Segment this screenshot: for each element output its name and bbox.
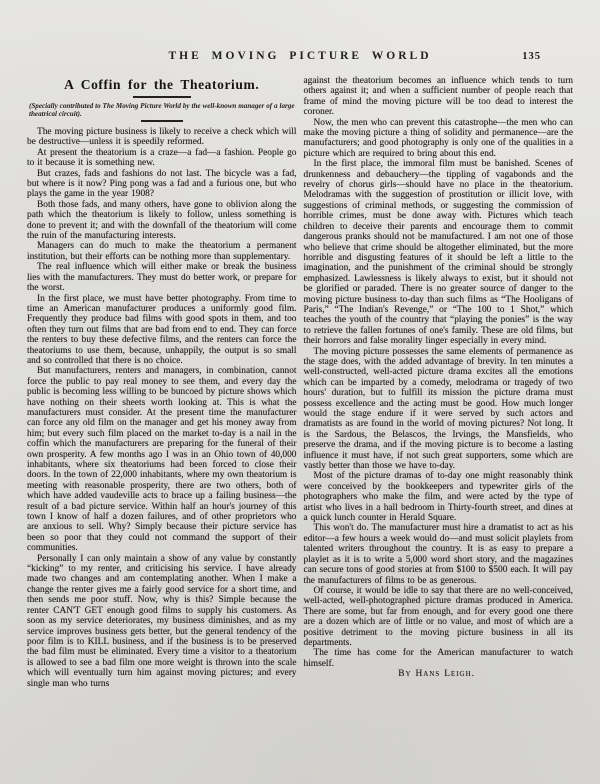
article-columns bbox=[27, 76, 573, 689]
article-paragraph: The moving picture business is likely to receive a check which will be destructive—unless it is speedily reformed. bbox=[27, 127, 297, 148]
article-paragraph: The real influence which will either make or break the business lies with the manufacturers. They must do better work, or prepare for the worst. bbox=[27, 262, 297, 294]
note-rule-divider bbox=[141, 120, 183, 122]
article-head bbox=[27, 76, 297, 122]
page-number: 135 bbox=[522, 51, 541, 62]
article-paragraph: This won't do. The manufacturer must hire a dramatist to act as his editor—a few hours a week would do—and must solicit playlets from talented writers throughout the country. It is as easy to prepare a playlet as it is to write a 5,000 word short story, and the magazines can secure tons of good stories at from $100 to $500 each. It will pay the manufacturers of films to be as generous. bbox=[303, 523, 573, 586]
article-paragraph: But crazes, fads and fashions do not last. The bicycle was a fad, but where is it now? Ping pong was a fad and a furious one, but who plays the game in the year 1908? bbox=[27, 168, 297, 200]
byline: By Hans Leigh. bbox=[398, 669, 475, 680]
article-paragraph: The time has come for the American manufacturer to watch himself. bbox=[303, 648, 573, 669]
journal-title: THE MOVING PICTURE WORLD bbox=[168, 50, 432, 62]
right-column bbox=[304, 76, 574, 689]
article-title: A Coffin for the Theatorium. bbox=[64, 77, 260, 92]
title-rule-divider bbox=[133, 96, 191, 98]
article-paragraph: The moving picture possesses the same elements of permanence as the stage does, with the added advantage of brevity. In ten minutes a well-constructed, well-acted picture drama excites all the emotions which can be imparted by a comedy, melodrama or tragedy of two hours' duration, but to fulfill its mission the picture drama must possess excellence and the acting must be good. How much longer would the stage endure if it were served by such actors and dramatists as are found in the world of moving pictures? Not long. It is the Sardous, the Belascos, the Irvings, the Mansfields, who preserve the drama, and if the moving picture is to become a lasting influence it must have, if not such great supporters, some which are vastly better than those we have to-day. bbox=[303, 346, 573, 472]
article-paragraph: At present the theatorium is a craze—a fad—a fashion. People go to it because it is something new. bbox=[27, 147, 297, 169]
left-column bbox=[27, 76, 297, 689]
article-paragraph: Of course, it would be idle to say that there are no well-conceived, well-acted, well-photographed picture dramas produced in America. There are some, but far from enough, and for every good one there are a dozen which are of little or no value, and most of which are a positive detriment to the moving picture business in all its departments. bbox=[303, 585, 573, 648]
article-paragraph: In the first place, we must have better photography. From time to time an American manufacturer produces a uniformly good film. Frequently they produce bad films with good spots in them, and too often they turn out films that are bad from end to end. They can force the renters to buy these defective films, and the renters can force the theatoriums to use them, because, unhappily, the output is so small and so controlled that there is no choice. bbox=[27, 293, 297, 366]
running-head bbox=[27, 50, 573, 72]
article-paragraph: In the first place, the immoral film must be banished. Scenes of drunkenness and debauchery—the tippling of vagabonds and the revelry of chorus girls—should have no place in the theatorium. Melodramas with the suggestion of prostitution or illicit love, with suggestions of criminal methods, or suggesting the commission of horrible crimes, must be done away with. Pictures which teach children to deceive their parents and encourage them to commit dangerous pranks should not be manufactured. I am not one of those who believe that crime should be altogether eliminated, but the more horrible and disgusting features of it should be left a little to the imagination, and the punishment of the criminal should be strongly emphasized. Lawlessness is likely always to exist, but it should not be glorified or paraded. There is no greater source of danger to the moving picture business to-day than such films as “The Hooligans of Paris,” “The Indian's Revenge,” or “The 100 to 1 Shot,” which teaches the youth of the country that “playing the ponies” is the way to retrieve the fallen fortunes of one's family. These are old films, but their horrors and false morality linger especially in every mind. bbox=[303, 159, 573, 347]
article-paragraph: Personally I can only maintain a show of any value by constantly “kicking” to my renter, and criticising his service. I have already made two changes and am contemplating another. When I make a change the renter gives me a fairly good service for a short time, and then sends me poor stuff. Now, why is this? Simple because the renter CAN'T GET enough good films to supply his customers. As soon as my service deteriorates, my business diminishes, and as my service improves business gets better, but the general tendency of the poor film is to KILL business, and if the business is to be preserved the bad film must be eliminated. Every time a visitor to a theatorium is allowed to see a bad film one more weight is thrown into the scale which will eventually turn him against moving pictures; and every single man who turns bbox=[27, 553, 297, 689]
article-paragraph: But manufacturers, renters and managers, in combination, cannot force the public to pay real money to see them, and every day the public is becoming less willing to be buncoed by picture shows which have nothing on their sheets worth looking at. This is what the manufacturers must consider. At the present time the manufacturer can force any old film on the manager and get his money away from him; but every such film placed on the market to-day is a nail in the coffin which the manufacturers are preparing for the funeral of their own prosperity. A few months ago I was in an Ohio town of 40,000 inhabitants, where six theatoriums had been forced to close their doors. In the town of 22,000 inhabitants, where my own theatorium is meeting with reasonable prosperity, there are two others, both of which have added vaudeville acts to brace up a failing business—the result of a bad picture service. Within half an hour's journey of this town I know of half a dozen failures, and of other proprietors who are anxious to sell. Why? Simply because their picture service has been so poor that they could not command the support of their communities. bbox=[27, 366, 297, 554]
article-paragraph-continuation: against the theatorium becomes an influence which tends to turn others against it; and when a sufficient number of people reach that frame of mind the moving picture will be too dead to interest the coroner. bbox=[303, 76, 573, 118]
article-paragraph: Now, the men who can prevent this catastrophe—the men who can make the moving picture a thing of solidity and permanence—are the manufacturers; and good photography is only one of the qualities in a picture which are required to bring about this end. bbox=[303, 117, 573, 159]
article-paragraph: Both those fads, and many others, have gone to oblivion along the path which the theatorium is likely to follow, unless something is done to prevent it; and with the downfall of the theatorium will come the ruin of the manufacturing interests. bbox=[27, 199, 297, 242]
article-paragraph: Most of the picture dramas of to-day one might reasonably think were conceived by the bookkeepers and typewriter girls of the photographers who make the film, and were acted by the type of artist who lives in a hall bedroom in Thirty-fourth street, and dines at a quick lunch counter in Herald Square. bbox=[303, 471, 573, 524]
article-paragraph: Managers can do much to make the theatorium a permanent institution, but their efforts can be nothing more than supplementary. bbox=[27, 241, 297, 262]
contribution-note: (Specially contributed to The Moving Picture World by the well-known manager of a large theatrical circuit). bbox=[29, 102, 295, 119]
